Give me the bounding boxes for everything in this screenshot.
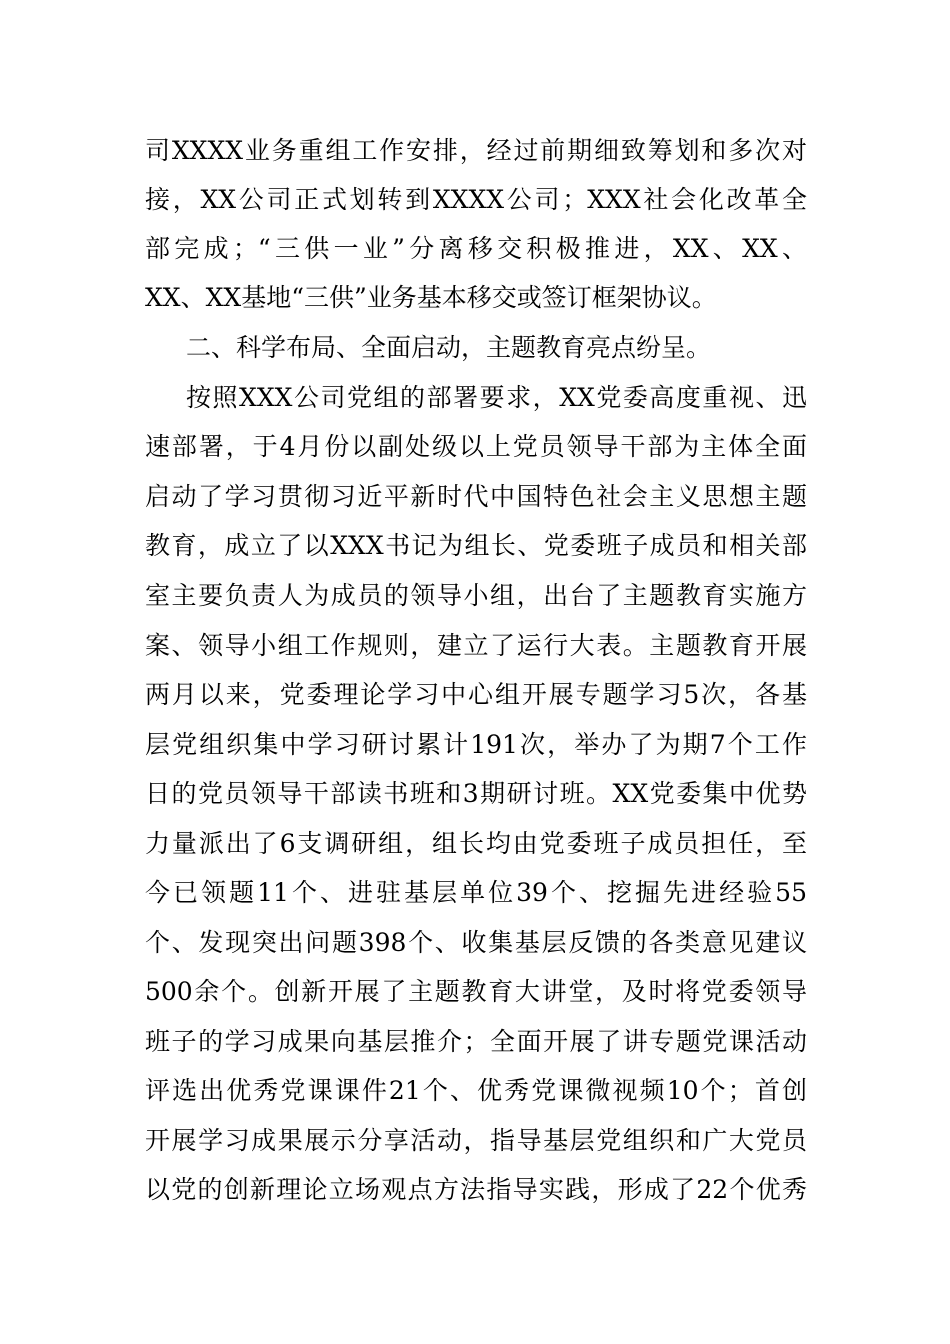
text-line: 今已领题11个、进驻基层单位39个、挖掘先进经验55 <box>145 878 807 907</box>
text-line: 部完成；“三供一业”分离移交积极推进，XX、XX、 <box>145 234 807 263</box>
text-line: 评选出优秀党课课件21个、优秀党课微视频10个；首创 <box>145 1076 807 1105</box>
text-line: 启动了学习贯彻习近平新时代中国特色社会主义思想主题 <box>145 482 807 511</box>
section-heading: 二、科学布局、全面启动，主题教育亮点纷呈。 <box>186 333 712 362</box>
text-line: XX、XX基地“三供”业务基本移交或签订框架协议。 <box>145 283 717 312</box>
text-line: 力量派出了6支调研组，组长均由党委班子成员担任，至 <box>145 829 807 858</box>
text-line: 日的党员领导干部读书班和3期研讨班。XX党委集中优势 <box>145 779 807 808</box>
text-line: 教育，成立了以XXX书记为组长、党委班子成员和相关部 <box>145 531 807 560</box>
text-line: 开展学习成果展示分享活动，指导基层党组织和广大党员 <box>145 1126 807 1155</box>
text-line: 速部署，于4月份以副处级以上党员领导干部为主体全面 <box>145 432 807 461</box>
text-line: 500余个。创新开展了主题教育大讲堂，及时将党委领导 <box>145 977 807 1006</box>
text-line: 按照XXX公司党组的部署要求，XX党委高度重视、迅 <box>186 383 807 412</box>
text-line: 个、发现突出问题398个、收集基层反馈的各类意见建议 <box>145 928 807 957</box>
text-line: 层党组织集中学习研讨累计191次，举办了为期7个工作 <box>145 730 808 759</box>
text-line: 司XXXX业务重组工作安排，经过前期细致筹划和多次对 <box>145 136 807 165</box>
text-line: 案、领导小组工作规则，建立了运行大表。主题教育开展 <box>145 631 807 660</box>
text-line: 班子的学习成果向基层推介；全面开展了讲专题党课活动 <box>145 1027 807 1056</box>
text-line: 以党的创新理论立场观点方法指导实践，形成了22个优秀 <box>145 1175 807 1204</box>
text-line: 室主要负责人为成员的领导小组，出台了主题教育实施方 <box>145 581 807 610</box>
text-line: 两月以来，党委理论学习中心组开展专题学习5次，各基 <box>145 680 807 709</box>
text-line: 接，XX公司正式划转到XXXX公司；XXX社会化改革全 <box>145 185 807 214</box>
